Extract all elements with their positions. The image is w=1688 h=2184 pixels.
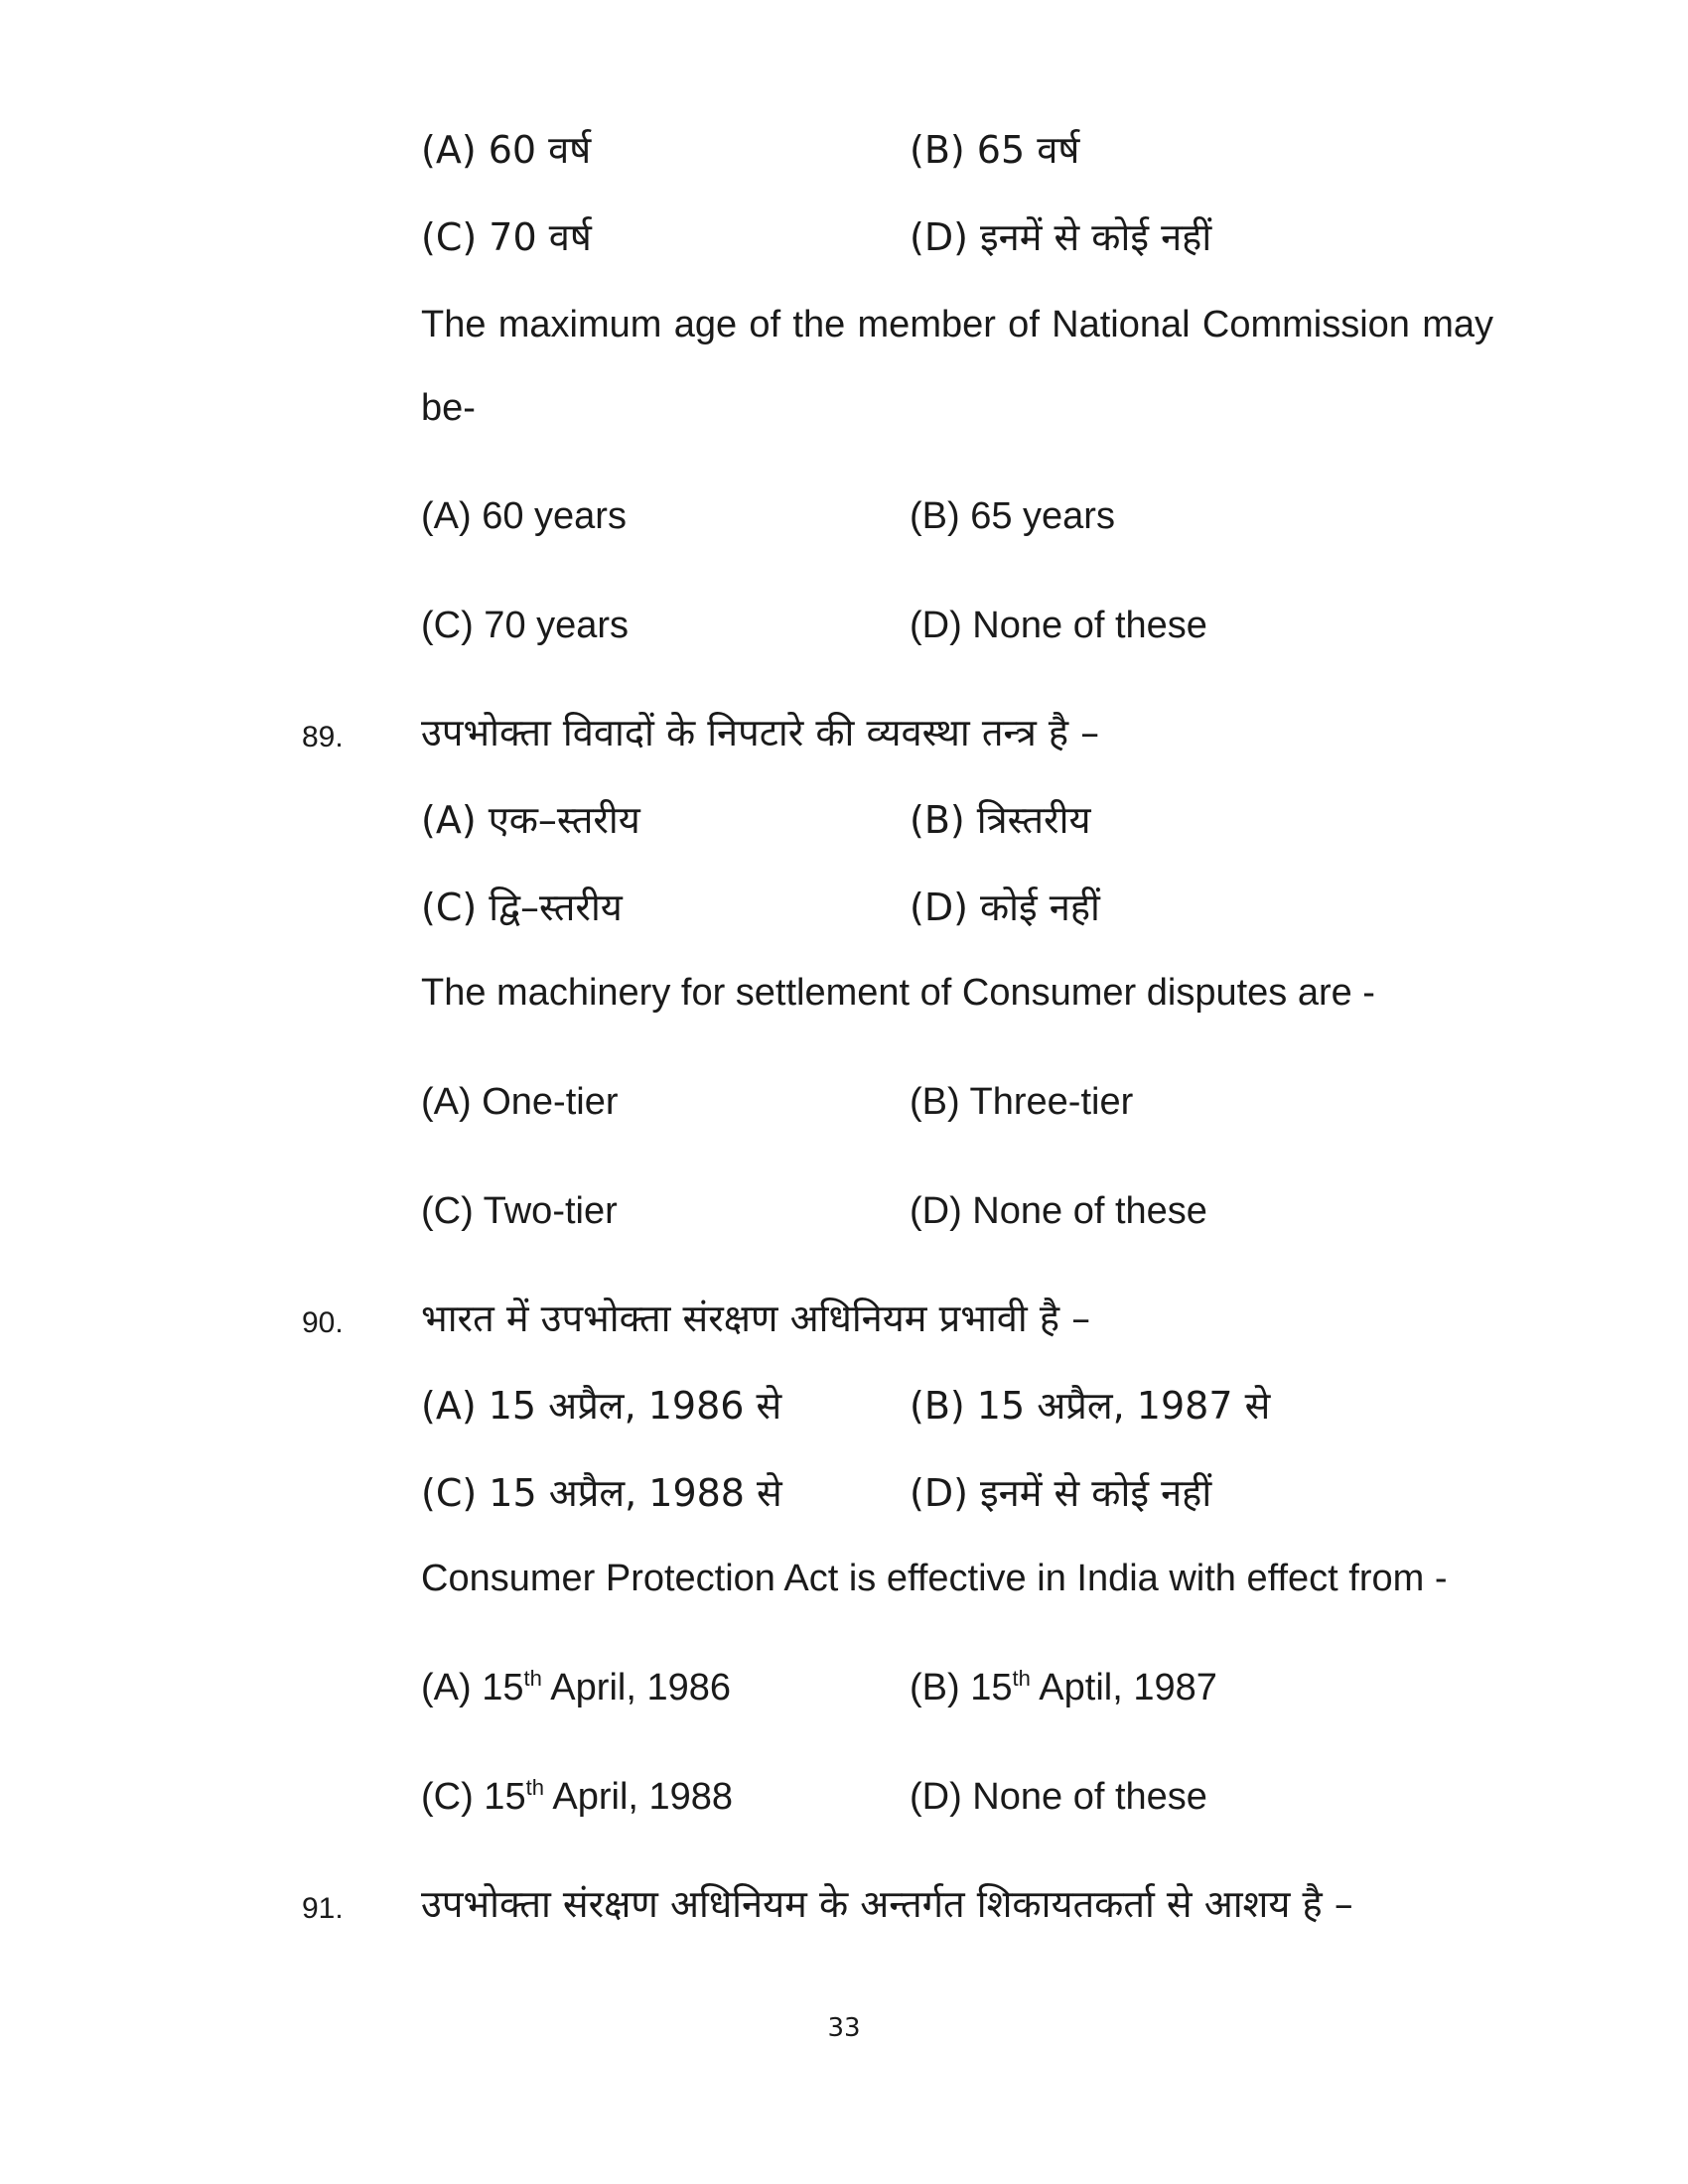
q88-hindi-option-d: (D) इनमें से कोई नहीं: [910, 215, 1212, 259]
q90-hindi-option-a: (A) 15 अप्रैल, 1986 से: [421, 1384, 782, 1428]
q88-english-question-line2: be-: [421, 387, 476, 429]
q89-english-option-b: (B) Three-tier: [910, 1081, 1134, 1123]
q89-english-option-a: (A) One-tier: [421, 1081, 619, 1123]
q90-english-option-b: [910, 1665, 1217, 1710]
q89-number: 89.: [302, 721, 344, 753]
q90-number: 90.: [302, 1306, 344, 1339]
q89-english-option-d: (D) None of these: [910, 1190, 1207, 1232]
q89-english-option-c: (C) Two-tier: [421, 1190, 618, 1232]
q90-english-option-c-suffix: April, 1988: [543, 1776, 734, 1818]
q90-hindi-option-b: (B) 15 अप्रैल, 1987 से: [910, 1384, 1271, 1428]
q88-english-option-b: (B) 65 years: [910, 495, 1115, 537]
q90-english-option-c-prefix: (C) 15: [421, 1776, 526, 1818]
q90-hindi-question: भारत में उपभोक्ता संरक्षण अधिनियम प्रभावी है –: [421, 1297, 1091, 1340]
q89-hindi-option-c: (C) द्वि–स्तरीय: [421, 886, 623, 929]
q88-english-option-d: (D) None of these: [910, 605, 1207, 646]
page-number: 33: [827, 2013, 861, 2043]
q90-english-option-a-prefix: (A) 15: [421, 1667, 524, 1708]
q89-english-question: The machinery for settlement of Consumer disputes are -: [421, 972, 1375, 1014]
q90-hindi-option-c: (C) 15 अप्रैल, 1988 से: [421, 1471, 782, 1515]
q88-english-option-a: (A) 60 years: [421, 495, 627, 537]
q90-english-option-b-prefix: (B) 15: [910, 1667, 1013, 1708]
q91-hindi-question: उपभोक्ता संरक्षण अधिनियम के अन्तर्गत शिकायतकर्ता से आशय है –: [421, 1882, 1353, 1926]
q89-hindi-question: उपभोक्ता विवादों के निपटारे की व्यवस्था तन्त्र है –: [421, 711, 1100, 754]
q89-hindi-option-d: (D) कोई नहीं: [910, 886, 1100, 929]
q88-english-option-c: (C) 70 years: [421, 605, 630, 646]
q90-english-option-b-suffix: Aptil, 1987: [1030, 1667, 1217, 1708]
q90-english-option-c: [421, 1774, 733, 1820]
q88-hindi-option-a: (A) 60 वर्ष: [421, 128, 592, 172]
q91-number: 91.: [302, 1892, 344, 1925]
q90-english-option-d: (D) None of these: [910, 1776, 1207, 1818]
q90-english-option-a: [421, 1665, 731, 1710]
q88-hindi-option-c: (C) 70 वर्ष: [421, 215, 592, 259]
q89-hindi-option-b: (B) त्रिस्तरीय: [910, 798, 1091, 842]
q89-hindi-option-a: (A) एक–स्तरीय: [421, 798, 640, 842]
q88-hindi-option-b: (B) 65 वर्ष: [910, 128, 1080, 172]
q90-hindi-option-d: (D) इनमें से कोई नहीं: [910, 1471, 1212, 1515]
q90-english-option-c-sup: th: [525, 1775, 544, 1800]
q90-english-option-b-sup: th: [1012, 1666, 1031, 1691]
q90-english-option-a-sup: th: [523, 1666, 542, 1691]
q88-english-question-line1: The maximum age of the member of National Commission may: [421, 304, 1493, 345]
q90-english-question: Consumer Protection Act is effective in India with effect from -: [421, 1558, 1448, 1599]
q90-english-option-a-suffix: April, 1986: [541, 1667, 731, 1708]
